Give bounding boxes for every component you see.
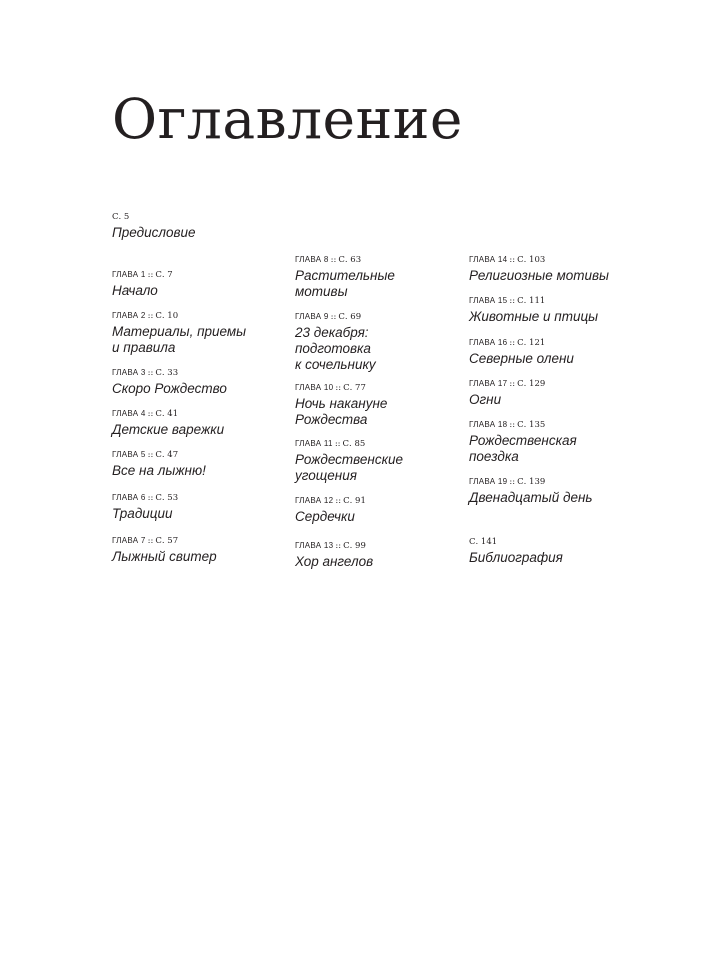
toc-entry-chapter-11[interactable] bbox=[295, 439, 403, 484]
entry-meta bbox=[112, 368, 227, 378]
entry-meta bbox=[469, 537, 563, 547]
separator: :: bbox=[509, 255, 516, 265]
entry-meta bbox=[112, 409, 224, 419]
chapter-label: ГЛАВА 18 bbox=[469, 420, 508, 429]
toc-entry-chapter-3[interactable] bbox=[112, 368, 227, 397]
entry-title: Сердечки bbox=[295, 509, 355, 524]
toc-entry-chapter-15[interactable] bbox=[469, 296, 598, 325]
toc-entry-chapter-13[interactable] bbox=[295, 541, 373, 570]
entry-meta bbox=[295, 496, 366, 506]
page-number: С. 63 bbox=[338, 255, 362, 265]
chapter-label: ГЛАВА 2 bbox=[112, 311, 146, 320]
separator: :: bbox=[330, 312, 337, 322]
page-number: С. 135 bbox=[517, 420, 546, 430]
entry-meta bbox=[295, 383, 387, 393]
entry-title: Скоро Рождество bbox=[112, 381, 227, 396]
entry-title: Материалы, приемы и правила bbox=[112, 324, 247, 355]
chapter-label: ГЛАВА 9 bbox=[295, 312, 329, 321]
page-number: С. 41 bbox=[155, 409, 179, 419]
separator: :: bbox=[147, 270, 154, 280]
entry-meta bbox=[295, 541, 373, 551]
entry-title: Лыжный свитер bbox=[112, 549, 217, 564]
entry-meta bbox=[112, 450, 206, 460]
separator: :: bbox=[335, 541, 342, 551]
chapter-label: ГЛАВА 7 bbox=[112, 536, 146, 545]
entry-meta bbox=[469, 379, 545, 389]
page-number: С. 129 bbox=[517, 379, 546, 389]
page-number: С. 85 bbox=[342, 439, 366, 449]
entry-meta bbox=[295, 255, 395, 265]
entry-meta bbox=[112, 270, 173, 280]
separator: :: bbox=[147, 536, 154, 546]
page-number: С. 99 bbox=[343, 541, 366, 551]
separator: :: bbox=[147, 493, 154, 503]
entry-meta bbox=[295, 439, 403, 449]
toc-entry-chapter-1[interactable] bbox=[112, 270, 173, 299]
page-number: С. 91 bbox=[343, 496, 366, 506]
entry-title: Традиции bbox=[112, 506, 173, 521]
separator: :: bbox=[335, 383, 342, 393]
separator: :: bbox=[334, 439, 341, 449]
page-number: С. 47 bbox=[155, 450, 179, 460]
entry-title: Рождественская поездка bbox=[469, 433, 577, 464]
entry-title: Северные олени bbox=[469, 351, 574, 366]
separator: :: bbox=[147, 409, 154, 419]
toc-entry-chapter-14[interactable] bbox=[469, 255, 609, 284]
chapter-label: ГЛАВА 4 bbox=[112, 409, 146, 418]
entry-title: Религиозные мотивы bbox=[469, 268, 609, 283]
entry-meta bbox=[112, 536, 217, 546]
chapter-label: ГЛАВА 19 bbox=[469, 477, 508, 486]
toc-entry-chapter-5[interactable] bbox=[112, 450, 206, 479]
entry-meta bbox=[295, 312, 376, 322]
toc-entry-chapter-6[interactable] bbox=[112, 493, 178, 522]
entry-meta bbox=[112, 311, 246, 321]
chapter-label: ГЛАВА 8 bbox=[295, 255, 329, 264]
toc-entry-chapter-19[interactable] bbox=[469, 477, 592, 506]
entry-meta bbox=[469, 296, 598, 306]
entry-title: Огни bbox=[469, 392, 502, 407]
page-title: Оглавление bbox=[112, 87, 463, 151]
page-number: С. 103 bbox=[517, 255, 546, 265]
separator: :: bbox=[509, 420, 516, 430]
entry-meta bbox=[469, 420, 577, 430]
chapter-label: ГЛАВА 3 bbox=[112, 368, 146, 377]
entry-meta bbox=[469, 338, 574, 348]
chapter-label: ГЛАВА 5 bbox=[112, 450, 146, 459]
entry-title: Ночь накануне Рождества bbox=[295, 396, 388, 427]
toc-entry-chapter-16[interactable] bbox=[469, 338, 574, 367]
page-number: С. 57 bbox=[155, 536, 179, 546]
entry-meta bbox=[112, 212, 196, 222]
entry-meta bbox=[469, 255, 609, 265]
toc-entry-preface[interactable] bbox=[112, 212, 196, 241]
page-number: С. 121 bbox=[517, 338, 546, 348]
chapter-label: ГЛАВА 11 bbox=[295, 439, 333, 448]
page-number: С. 53 bbox=[155, 493, 179, 503]
entry-meta bbox=[469, 477, 592, 487]
entry-title: Животные и птицы bbox=[469, 309, 599, 324]
entry-title: Хор ангелов bbox=[295, 554, 374, 569]
toc-entry-chapter-7[interactable] bbox=[112, 536, 217, 565]
toc-entry-chapter-9[interactable] bbox=[295, 312, 376, 373]
separator: :: bbox=[147, 311, 154, 321]
entry-title: Библиография bbox=[469, 550, 563, 565]
toc-entry-chapter-18[interactable] bbox=[469, 420, 577, 465]
page-number: С. 5 bbox=[112, 212, 130, 222]
entry-title: Предисловие bbox=[112, 225, 196, 240]
page-number: С. 33 bbox=[155, 368, 179, 378]
chapter-label: ГЛАВА 6 bbox=[112, 493, 146, 502]
toc-entry-chapter-17[interactable] bbox=[469, 379, 545, 408]
chapter-label: ГЛАВА 12 bbox=[295, 496, 334, 505]
chapter-label: ГЛАВА 10 bbox=[295, 383, 334, 392]
entry-title: 23 декабря: подготовка к сочельнику bbox=[295, 325, 376, 372]
page-number: С. 111 bbox=[517, 296, 546, 306]
separator: :: bbox=[509, 338, 516, 348]
page-number: С. 77 bbox=[343, 383, 366, 393]
separator: :: bbox=[335, 496, 342, 506]
entry-title: Детские варежки bbox=[112, 422, 225, 437]
separator: :: bbox=[509, 296, 516, 306]
toc-entry-bibliography[interactable] bbox=[469, 537, 563, 566]
page-number: С. 10 bbox=[155, 311, 179, 321]
entry-title: Рождественские угощения bbox=[295, 452, 403, 483]
toc-entry-chapter-10[interactable] bbox=[295, 383, 387, 428]
toc-entry-chapter-2[interactable] bbox=[112, 311, 246, 356]
separator: :: bbox=[509, 379, 516, 389]
separator: :: bbox=[330, 255, 337, 265]
toc-entry-chapter-4[interactable] bbox=[112, 409, 224, 438]
chapter-label: ГЛАВА 1 bbox=[112, 270, 146, 279]
separator: :: bbox=[509, 477, 516, 487]
separator: :: bbox=[147, 450, 154, 460]
entry-title: Начало bbox=[112, 283, 158, 298]
entry-meta bbox=[112, 493, 178, 503]
separator: :: bbox=[147, 368, 154, 378]
entry-title: Все на лыжню! bbox=[112, 463, 206, 478]
chapter-label: ГЛАВА 15 bbox=[469, 296, 508, 305]
chapter-label: ГЛАВА 16 bbox=[469, 338, 508, 347]
page-number: С. 141 bbox=[469, 537, 498, 547]
chapter-label: ГЛАВА 14 bbox=[469, 255, 508, 264]
page-number: С. 7 bbox=[155, 270, 173, 280]
page-number: С. 139 bbox=[517, 477, 546, 487]
chapter-label: ГЛАВА 13 bbox=[295, 541, 334, 550]
toc-entry-chapter-12[interactable] bbox=[295, 496, 366, 525]
entry-title: Растительные мотивы bbox=[295, 268, 395, 299]
page-number: С. 69 bbox=[338, 312, 362, 322]
entry-title: Двенадцатый день bbox=[469, 490, 593, 505]
toc-entry-chapter-8[interactable] bbox=[295, 255, 395, 300]
chapter-label: ГЛАВА 17 bbox=[469, 379, 508, 388]
